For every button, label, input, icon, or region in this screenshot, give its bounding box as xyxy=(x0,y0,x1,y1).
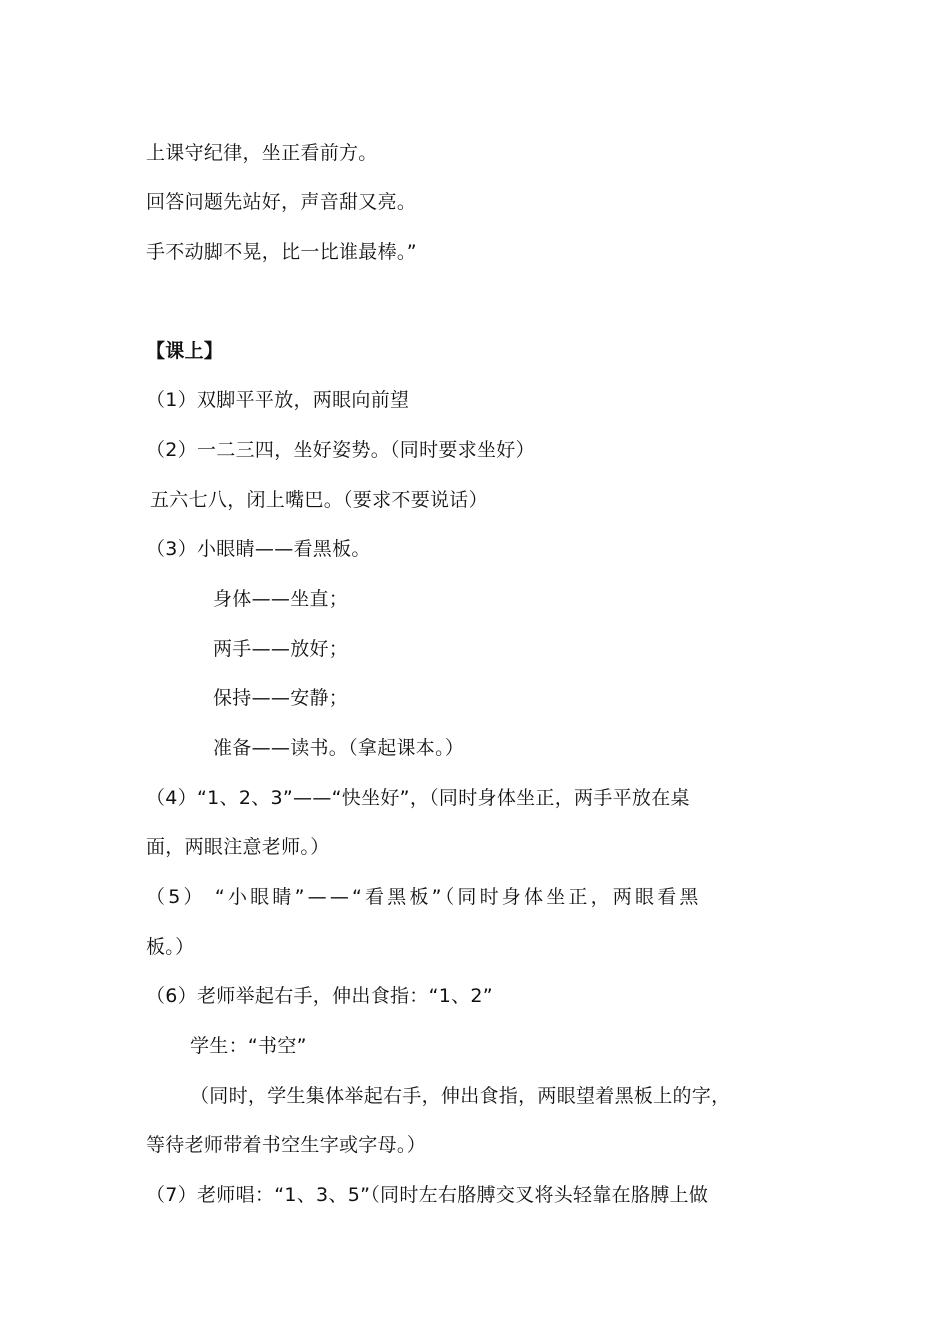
text-line: 回答问题先站好，声音甜又亮。 xyxy=(146,191,417,213)
text-line: （同时，学生集体举起右手，伸出食指，两眼望着黑板上的字， xyxy=(190,1085,731,1107)
text-line: （3）小眼睛——看黑板。 xyxy=(146,538,371,560)
text-line: 学生：“书空” xyxy=(190,1035,307,1057)
section-heading: 【课上】 xyxy=(146,340,224,362)
text-line: 身体——坐直； xyxy=(213,588,349,610)
text-line: 五六七八，闭上嘴巴。（要求不要说话） xyxy=(150,489,488,511)
text-line: （4）“1、2、3”——“快坐好”，（同时身体坐正，两手平放在桌 xyxy=(146,787,690,809)
text-line: 板。） xyxy=(146,936,195,958)
text-line: 面，两眼注意老师。） xyxy=(146,836,330,858)
text-line: 两手——放好； xyxy=(213,638,349,660)
text-line: 保持——安静； xyxy=(213,687,349,709)
text-line: 准备——读书。（拿起课本。） xyxy=(213,737,465,759)
text-line: （1）双脚平平放，两眼向前望 xyxy=(146,389,410,411)
text-line: 手不动脚不晃，比一比谁最棒。” xyxy=(146,241,417,263)
text-line: 等待老师带着书空生字或字母。） xyxy=(146,1134,427,1156)
text-line: （7）老师唱：“1、3、5”（同时左右胳膊交叉将头轻靠在胳膊上做 xyxy=(146,1184,709,1206)
text-line: （2）一二三四，坐好姿势。（同时要求坐好） xyxy=(146,439,535,461)
text-line: （5） “小眼睛”——“看黑板”（同时身体坐正，两眼看黑 xyxy=(146,886,702,908)
text-line: （6）老师举起右手，伸出食指：“1、2” xyxy=(146,985,493,1007)
text-line: 上课守纪律，坐正看前方。 xyxy=(146,142,378,164)
